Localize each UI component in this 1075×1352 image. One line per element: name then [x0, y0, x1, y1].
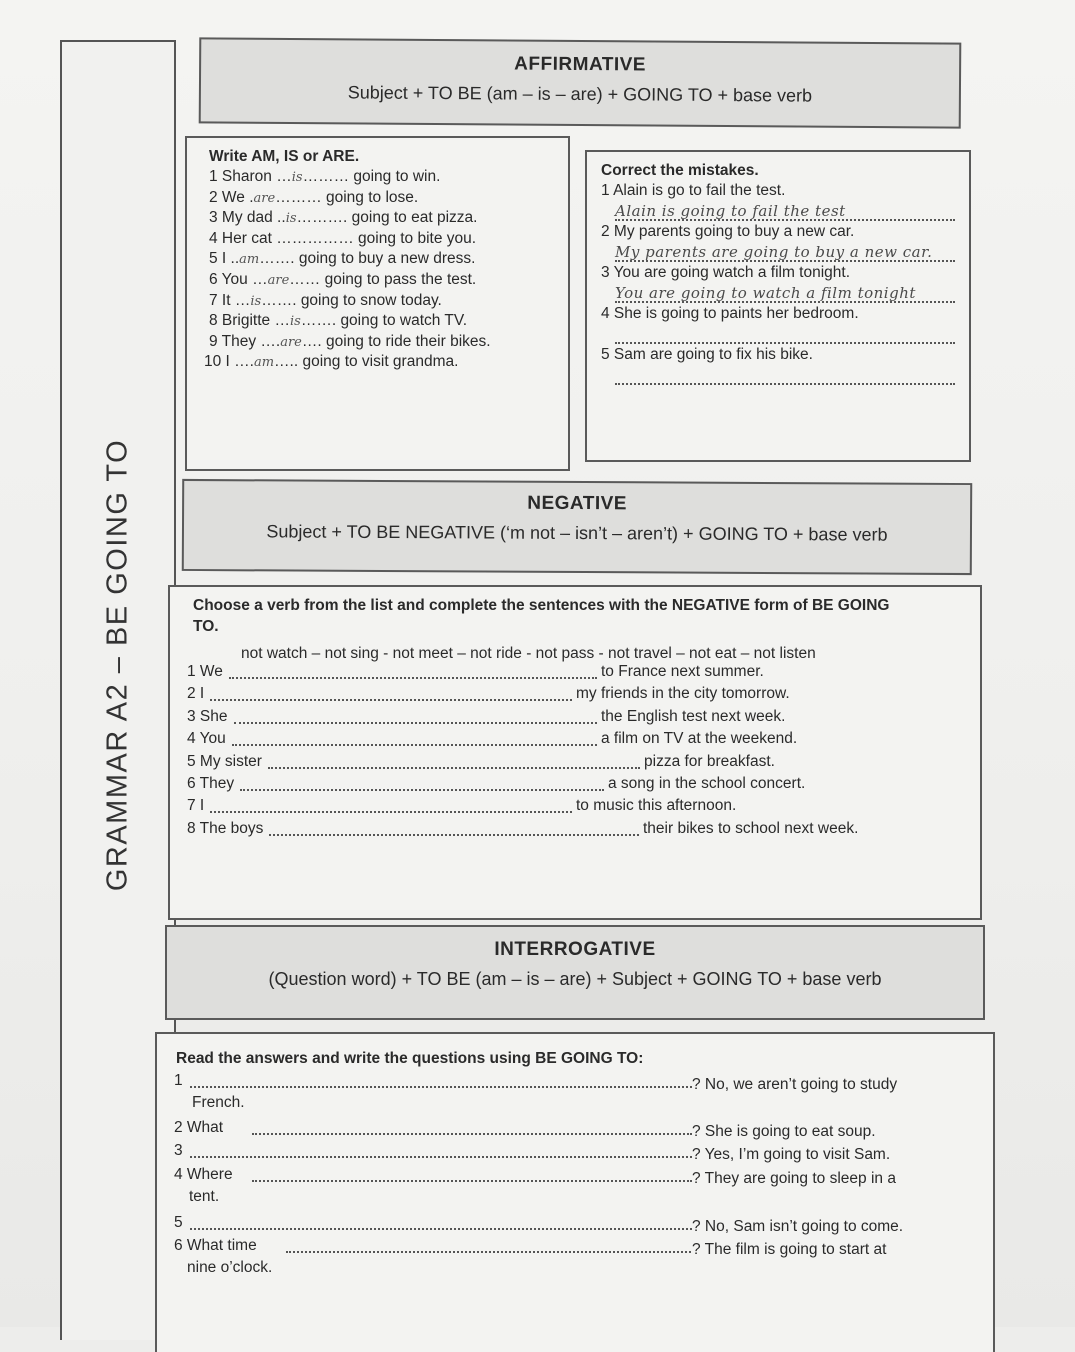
question-answer-text: ? They are going to sleep in a: [692, 1170, 896, 1187]
choose-verb-instruction-line2: TO.: [193, 618, 219, 635]
negative-sentence: [187, 685, 957, 703]
sentence-subject: 7 I: [187, 797, 205, 815]
question-answer-text: ? No, we aren’t going to study: [692, 1076, 898, 1093]
question-number: 3: [174, 1142, 183, 1159]
answer-blank: [190, 1156, 692, 1158]
questions-instruction: Read the answers and write the questions using BE GOING TO:: [176, 1050, 644, 1067]
correct-mistakes-box: [585, 150, 971, 462]
sentence-ending: pizza for breakfast.: [644, 752, 775, 770]
sentence-subject: 3 She: [187, 707, 228, 725]
verb-list: not watch – not sing - not meet – not ride - not pass - not travel – not eat – not listen: [241, 645, 816, 662]
mistake-sentence: 1 Alain is go to fail the test.: [601, 182, 786, 199]
item-prefix: 8 Brigitte …: [209, 312, 290, 330]
answer-blank: [229, 677, 597, 679]
answer-blank: [286, 1251, 691, 1253]
am-is-are-item: [209, 230, 476, 248]
choose-verb-box: [168, 585, 982, 920]
question-item: [174, 1237, 974, 1276]
handwritten-answer: am: [253, 355, 275, 371]
item-suffix: ….. going to visit grandma.: [274, 353, 459, 371]
sentence-subject: 6 They: [187, 775, 235, 792]
item-prefix: 1 Sharon …: [209, 168, 292, 185]
question-answer-text: ? Yes, I’m going to visit Sam.: [692, 1146, 891, 1163]
negative-sentence: [187, 663, 957, 681]
sentence-ending: their bikes to school next week.: [643, 819, 859, 837]
item-prefix: 9 They ….: [209, 332, 281, 350]
handwritten-answer: are: [280, 334, 302, 350]
correction-line: [615, 325, 955, 344]
choose-verb-instruction-line1: Choose a verb from the list and complete the sentences with the NEGATIVE form of BE GOING: [193, 597, 890, 614]
question-item: [174, 1142, 974, 1163]
item-suffix: …… going to pass the test.: [289, 271, 477, 288]
am-is-are-item: [209, 168, 440, 186]
handwritten-answer: is: [285, 211, 297, 227]
sentence-ending: my friends in the city tomorrow.: [576, 685, 790, 703]
write-am-is-are-box: [185, 136, 570, 471]
sentence-ending: a film on TV at the weekend.: [601, 730, 798, 748]
negative-sentence: [187, 730, 957, 748]
item-suffix: ……. going to watch TV.: [300, 312, 468, 330]
am-is-are-item: [209, 271, 476, 289]
question-item: [174, 1119, 974, 1140]
question-item: [174, 1214, 974, 1235]
handwritten-answer: is: [250, 293, 262, 309]
sentence-ending: a song in the school concert.: [608, 775, 806, 792]
negative-sentence: [187, 820, 957, 838]
interrogative-heading: INTERROGATIVE: [494, 939, 656, 960]
negative-sentence: [187, 708, 957, 726]
affirmative-rule-box: [199, 37, 962, 128]
am-is-are-item: [209, 292, 442, 310]
answer-blank: [210, 811, 572, 813]
questions-box: [155, 1032, 995, 1352]
item-prefix: 3 My dad ..: [209, 209, 286, 227]
item-prefix: 7 It …: [209, 291, 251, 309]
negative-rule-box: [182, 479, 972, 575]
item-suffix: ……. going to buy a new dress.: [259, 250, 476, 268]
sentence-subject: 2 I: [187, 685, 205, 703]
handwritten-answer: are: [253, 190, 276, 206]
question-number: 4 Where: [174, 1166, 233, 1183]
item-prefix: 6 You …: [209, 271, 268, 288]
mistake-sentence: 4 She is going to paints her bedroom.: [601, 305, 859, 322]
item-suffix: ………. going to eat pizza.: [296, 209, 478, 227]
question-continuation: tent.: [189, 1188, 220, 1205]
item-suffix: ……… going to win.: [302, 168, 441, 185]
am-is-are-item: [209, 333, 491, 351]
question-number: 1: [174, 1072, 183, 1089]
sentence-ending: to music this afternoon.: [576, 797, 737, 815]
item-suffix: ……. going to snow today.: [261, 291, 442, 309]
negative-heading: NEGATIVE: [527, 492, 628, 515]
sentence-subject: 5 My sister: [187, 752, 262, 770]
handwritten-answer: is: [289, 314, 301, 330]
sentence-ending: the English test next week.: [601, 707, 786, 725]
question-answer-text: ? No, Sam isn’t going to come.: [692, 1218, 904, 1235]
item-prefix: 2 We .: [209, 188, 254, 206]
answer-blank: [190, 1086, 692, 1088]
handwritten-answer: is: [291, 170, 303, 185]
negative-rule: Subject + TO BE NEGATIVE (‘m not – isn’t – aren’t) + GOING TO + base verb: [266, 521, 888, 545]
item-prefix: 5 I ..: [209, 250, 240, 268]
sentence-ending: to France next summer.: [601, 663, 764, 680]
handwritten-answer: are: [267, 273, 290, 288]
question-number: 6 What time: [174, 1237, 257, 1254]
am-is-are-item: [209, 189, 418, 207]
negative-sentence: [187, 753, 957, 771]
correct-mistakes-instruction: Correct the mistakes.: [601, 162, 759, 179]
am-is-are-item: [209, 312, 467, 330]
affirmative-rule: Subject + TO BE (am – is – are) + GOING TO + base verb: [347, 82, 813, 106]
question-continuation: nine o’clock.: [187, 1259, 273, 1276]
interrogative-rule: (Question word) + TO BE (am – is – are) + Subject + GOING TO + base verb: [268, 969, 882, 989]
question-item: [174, 1166, 974, 1205]
question-number: 5: [174, 1214, 183, 1231]
item-suffix: …. going to ride their bikes.: [301, 332, 491, 350]
question-continuation: French.: [192, 1094, 245, 1111]
am-is-are-item: [204, 353, 458, 371]
sentence-subject: 4 You: [187, 730, 226, 748]
answer-blank: [232, 744, 597, 746]
answer-blank: [234, 722, 597, 724]
correction-line: You are going to watch a film tonight: [615, 284, 955, 303]
negative-sentence: [187, 775, 957, 793]
answer-blank: [252, 1180, 692, 1182]
am-is-are-item: [209, 209, 477, 227]
question-answer-text: ? She is going to eat soup.: [692, 1123, 876, 1140]
correction-line: Alain is going to fail the test: [615, 202, 955, 221]
interrogative-rule-box: [165, 925, 985, 1020]
am-is-are-item: [209, 250, 476, 268]
mistake-sentence: 2 My parents going to buy a new car.: [601, 223, 855, 240]
question-item: [174, 1072, 974, 1111]
answer-blank: [269, 834, 639, 836]
answer-blank: [268, 767, 640, 769]
answer-blank: [240, 789, 604, 791]
item-prefix: 10 I ….: [204, 353, 254, 371]
answer-blank: [252, 1133, 692, 1135]
answer-blank: [210, 699, 572, 701]
question-number: 2 What: [174, 1119, 224, 1136]
write-am-is-are-instruction: Write AM, IS or ARE.: [209, 148, 360, 165]
item-suffix: going to bite you.: [353, 229, 477, 247]
handwritten-answer: am: [239, 252, 260, 268]
negative-sentence: [187, 797, 957, 815]
question-answer-text: ? The film is going to start at: [692, 1241, 887, 1258]
sentence-subject: 1 We: [187, 663, 223, 680]
spine-title: GRAMMAR A2 – BE GOING TO: [101, 438, 134, 892]
item-prefix: 4 Her cat ……………: [209, 229, 354, 247]
answer-blank: [190, 1228, 692, 1230]
item-suffix: ……… going to lose.: [275, 188, 419, 206]
correction-line: My parents are going to buy a new car.: [615, 243, 955, 262]
affirmative-heading: AFFIRMATIVE: [514, 53, 647, 76]
correction-line: [615, 366, 955, 385]
mistake-sentence: 3 You are going watch a film tonight.: [601, 264, 851, 281]
sentence-subject: 8 The boys: [187, 819, 264, 837]
mistake-sentence: 5 Sam are going to fix his bike.: [601, 346, 813, 363]
